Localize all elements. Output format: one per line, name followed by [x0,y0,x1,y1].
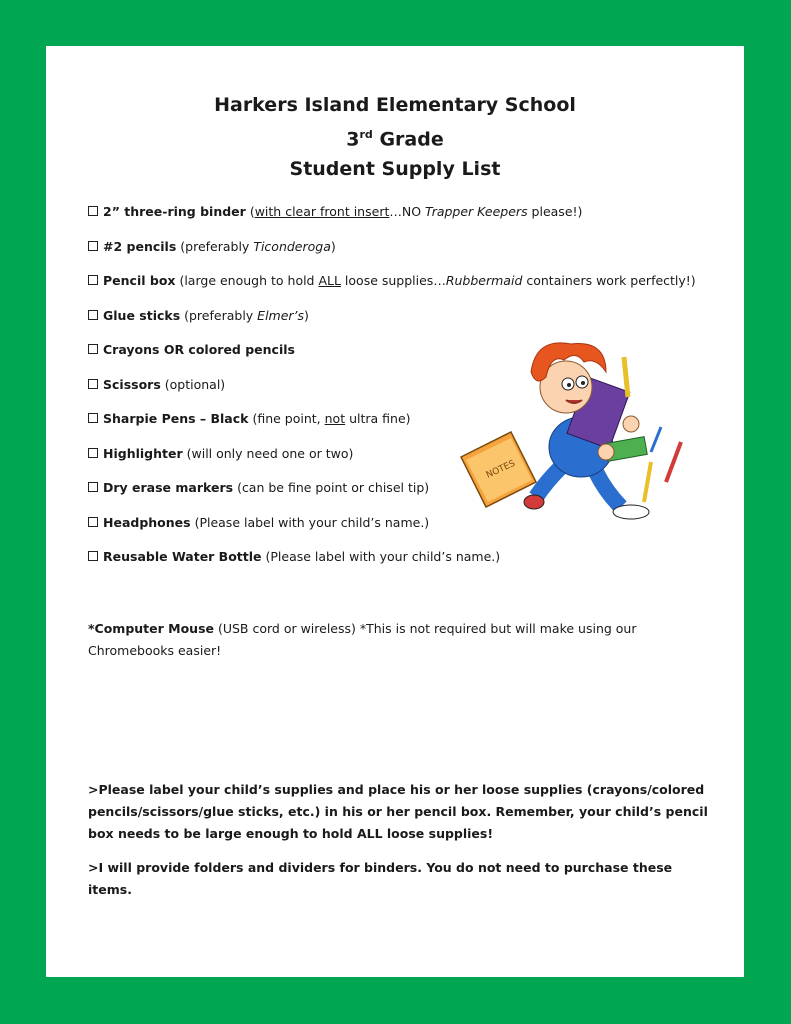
pen-icon [666,442,681,482]
checkbox-icon [88,482,98,492]
supply-item: Sharpie Pens – Black (fine point, not ultra fine) [88,409,708,444]
supply-item: #2 pencils (preferably Ticonderoga) [88,237,708,272]
checkbox-icon [88,379,98,389]
student-carrying-books-illustration [456,332,696,522]
checkbox-icon [88,551,98,561]
note-paragraph: >I will provide folders and dividers for binders. You do not need to purchase these items. [88,860,673,897]
list-title: Student Supply List [289,158,501,181]
checkbox-icon [88,310,98,320]
checkbox-icon [88,241,98,251]
supply-item: Crayons OR colored pencils [88,340,708,375]
supply-item: Highlighter (will only need one or two) [88,444,708,479]
checkbox-icon [88,206,98,216]
pencil-icon [644,462,651,502]
supply-item: 2” three-ring binder (with clear front insert…NO Trapper Keepers please!) [88,202,708,237]
parent-notes [88,779,708,913]
note-paragraph: >Please label your child’s supplies and place his or her loose supplies (crayons/colored pencils/scissors/glue sticks, etc.) in his or her pencil box. Remember, your child’s pencil box needs to be large enough to hold ALL loose supplies! [88,782,708,841]
supply-item: Reusable Water Bottle (Please label with your child’s name.) [88,547,708,582]
notebook-icon [461,432,536,507]
checkbox-icon [88,413,98,423]
notebook-label: NOTES [484,458,517,481]
supply-item: Pencil box (large enough to hold ALL loose supplies…Rubbermaid containers work perfectly!) [88,271,708,306]
school-name: Harkers Island Elementary School [214,94,576,116]
supply-item: Scissors (optional) [88,375,708,410]
checkbox-icon [88,517,98,527]
computer-mouse-note: *Computer Mouse (USB cord or wireless) *This is not required but will make using our Chromebooks easier! [88,621,637,658]
supply-item: Headphones (Please label with your child’s name.) [88,513,708,548]
supply-item: Glue sticks (preferably Elmer’s) [88,306,708,341]
grade-line: 3rd Grade [346,128,444,151]
checkbox-icon [88,448,98,458]
document-page [46,46,744,977]
supply-item: Dry erase markers (can be fine point or chisel tip) [88,478,708,513]
checkbox-icon [88,344,98,354]
checkbox-icon [88,275,98,285]
document-header [46,90,744,184]
